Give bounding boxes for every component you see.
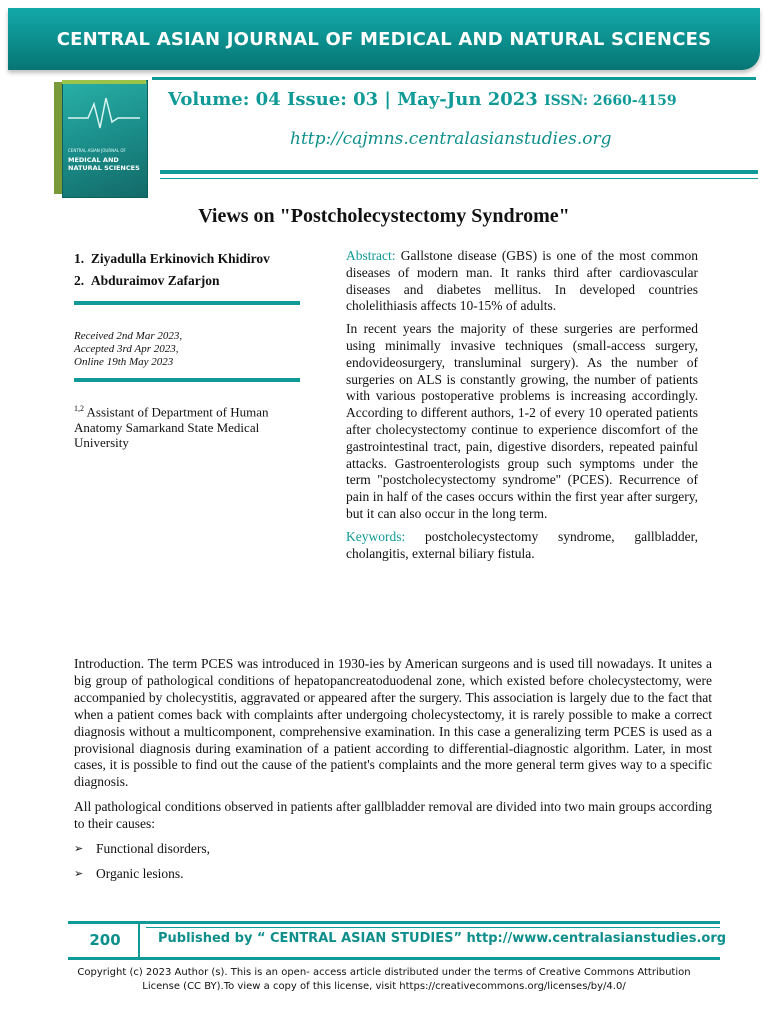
keywords-label: Keywords:: [346, 528, 406, 544]
header-divider-thin: [160, 178, 758, 179]
heartbeat-icon: [68, 94, 140, 134]
cover-stripe: [62, 80, 146, 84]
list-item: [74, 866, 712, 883]
journal-title: CENTRAL ASIAN JOURNAL OF MEDICAL AND NATURAL SCIENCES: [56, 29, 712, 50]
abstract-text: Gallstone disease (GBS) is one of the most common diseases of modern man. It ranks third after cardiovascular diseases and diabetes mellitus. In developed countries cholelithiasis affects 10-15% of adults.: [346, 248, 698, 314]
left-divider-2: [74, 378, 300, 382]
article-body: [74, 656, 712, 891]
footer-rule-top: [68, 921, 720, 924]
list-item-text: Organic lesions.: [96, 865, 184, 881]
affiliation: [74, 401, 304, 451]
article-dates: [74, 330, 300, 369]
author-1: 1. Ziyadulla Erkinovich Khidirov: [74, 251, 270, 266]
author-2: 2. Abduraimov Zafarjon: [74, 273, 220, 288]
footer-rule-bottom: [68, 957, 720, 960]
publisher-line[interactable]: Published by “ CENTRAL ASIAN STUDIES” http://www.centralasianstudies.org: [158, 931, 727, 946]
volume-text: Volume: 04 Issue: 03 | May-Jun 2023: [168, 89, 545, 110]
introduction-paragraph: Introduction. The term PCES was introduced in 1930-ies by American surgeons and is used till nowadays. It unites a big group of pathological conditions of hepatopancreatoduodenal zone, which existed before cholecystectomy, were accompanied by cholecystitis, aggravated or appeared after the surgery. This association is largely due to the fact that when a patient comes back with complaints after undergoing cholecystectomy, it is rarely possible to make a correct diagnosis without a multicomponent, comprehensive examination. In this case a generalizing term PCES is used as a provisional diagnosis during examination of a patient according to differential-diagnostic algorithm. Later, in most cases, it is possible to find out the cause of the patient's complaints and the more general term gives way to a specific diagnosis.: [74, 656, 712, 790]
keywords-text: postcholecystectomy syndrome, gallbladder, cholangitis, external biliary fistula.: [346, 528, 698, 561]
abstract-paragraph-2: In recent years the majority of these surgeries are performed using minimally invasive techniques (small-access surgery, endovideosurgery, transluminal surgery). As the number of surgeries on ALS is constantly growing, the number of patients with various postoperative problems is increasing accordingly. According to different authors, 1-2 of every 10 operated patients after cholecystectomy continue to experience discomfort of the gastrointestinal tract, pain, digestive disorders, repeated painful attacks. Gastroenterologists group such symptoms under the term "postcholecystectomy syndrome" (PCES). Recurrence of pain in half of the cases occurs within the first year after surgery, but it can also occur in the long term.: [346, 321, 698, 521]
author-list: [74, 250, 314, 294]
header-rule: [152, 77, 756, 80]
header-divider: [160, 170, 758, 174]
affiliation-text: Assistant of Department of Human Anatomy Samarkand State Medical University: [74, 404, 269, 451]
arrow-bullet-icon: ➢: [74, 866, 84, 880]
footer-rule-thin: [146, 927, 720, 928]
journal-cover-image: [54, 80, 146, 196]
copyright-notice: Copyright (c) 2023 Author (s). This is an open- access article distributed under the terms of Creative Commons Attribution License (CC BY).To view a copy of this license, visit https://creativecommons.org/licenses/by/4.0/: [77, 967, 691, 992]
groups-paragraph: All pathological conditions observed in patients after gallbladder removal are divided into two main groups according to their causes:: [74, 799, 712, 832]
received-date: Received 2nd Mar 2023,: [74, 330, 183, 342]
keywords-paragraph: [346, 529, 698, 563]
arrow-bullet-icon: ➢: [74, 842, 84, 856]
journal-url[interactable]: http://cajmns.centralasianstudies.org: [290, 129, 612, 149]
volume-issue: [168, 89, 677, 110]
article-title: Views on "Postcholecystectomy Syndrome": [198, 205, 570, 227]
affiliation-marker: 1,2: [74, 404, 84, 413]
cover-title-text: MEDICAL AND NATURAL SCIENCES: [68, 156, 140, 172]
left-divider-1: [74, 301, 300, 305]
issn: ISSN: 2660-4159: [544, 93, 677, 109]
list-item-text: Functional disorders,: [96, 841, 210, 857]
abstract-block: [346, 248, 698, 568]
online-date: Online 19th May 2023: [74, 356, 174, 368]
abstract-label: Abstract:: [346, 248, 396, 263]
list-item: [74, 841, 712, 858]
cover-small-text: CENTRAL ASIAN JOURNAL OF: [68, 148, 126, 153]
abstract-paragraph: [346, 248, 698, 315]
footer-separator: [138, 924, 140, 957]
page-number: 200: [89, 931, 121, 949]
accepted-date: Accepted 3rd Apr 2023,: [74, 343, 179, 355]
